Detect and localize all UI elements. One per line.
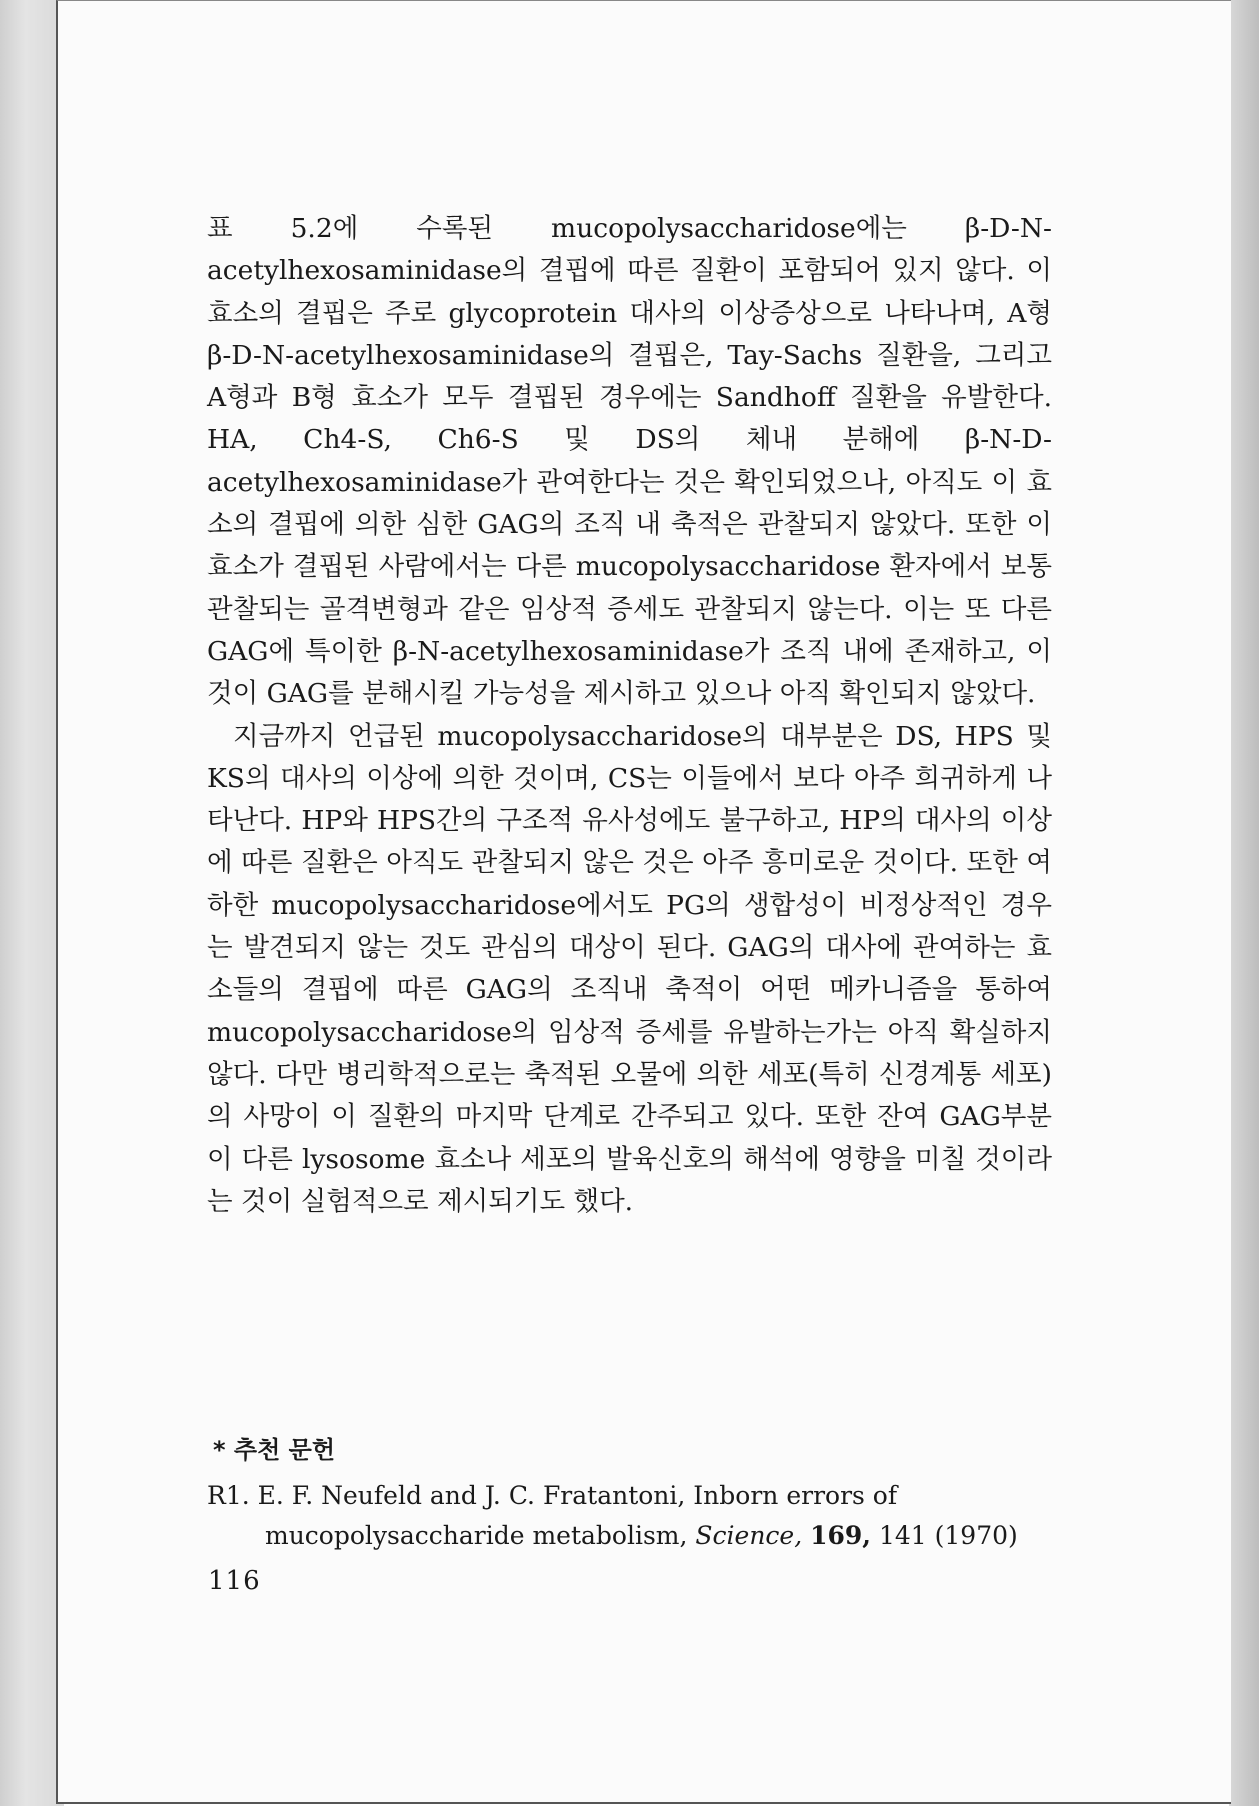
paragraph-2: 지금까지 언급된 mucopolysaccharidose의 대부분은 DS, HPS 및 KS의 대사의 이상에 의한 것이며, CS는 이들에서 보다 아주 희귀하게 나타난다. HP와 HPS간의 구조적 유사성에도 불구하고, HP의 대사의 이상에 따른 질환은 아직도 관찰되지 않은 것은 아주 흥미로운 것이다. 또한 여하한 mucopolysaccharidose에서도 PG의 생합성이 비정상적인 경우는 발견되지 않는 것도 관심의 대상이 된다. GAG의 대사에 관여하는 효소들의 결핍에 따른 GAG의 조직내 축적이 어떤 메카니즘을 통하여 mucopolysaccharidose의 임상적 증세를 유발하는가는 아직 확실하지 않다. 다만 병리학적으로는 축적된 오물에 의한 세포(특히 신경계통 세포)의 사망이 이 질환의 마지막 단계로 간주되고 있다. 또한 잔여 GAG부분이 다른 lysosome 효소나 세포의 발육신호의 해석에 영향을 미칠 것이라는 것이 실험적으로 제시되기도 했다. [207, 720, 1052, 1217]
page-number: 116 [208, 1566, 261, 1596]
reference-pages-year: 141 (1970) [878, 1521, 1018, 1550]
reference-journal: Science, [695, 1521, 803, 1550]
reference-label: R1. [207, 1481, 250, 1510]
paragraph-1: 표 5.2에 수록된 mucopolysaccharidose에는 β-D-N-acetylhexosaminidase의 결핍에 따른 질환이 포함되어 있지 않다. 이 효소의 결핍은 주로 glycoprotein 대사의 이상증상으로 나타나며, A형 β-D-N-acetylhexosaminidase의 결핍은, Tay-Sachs 질환을, 그리고 A형과 B형 효소가 모두 결핍된 경우에는 Sandhoff 질환을 유발한다. HA, Ch4-S, Ch6-S 및 DS의 체내 분해에 β-N-D-acetylhexosaminidase가 관여한다는 것은 확인되었으나, 아직도 이 효소의 결핍에 의한 심한 GAG의 조직 내 축적은 관찰되지 않았다. 또한 이 효소가 결핍된 사람에서는 다른 mucopolysaccharidose 환자에서 보통 관찰되는 골격변형과 같은 임상적 증세도 관찰되지 않는다. 이는 또 다른 GAG에 특이한 β-N-acetylhexosaminidase가 조직 내에 존재하고, 이것이 GAG를 분해시킬 가능성을 제시하고 있으나 아직 확인되지 않았다. [207, 213, 1052, 710]
book-page-edge-right [1229, 0, 1259, 1806]
reference-authors: E. F. Neufeld and J. C. Fratantoni, Inborn errors of mucopolysaccharide metabolism, [257, 1481, 898, 1550]
reference-item [207, 1476, 1067, 1556]
main-text [207, 208, 1052, 1223]
book-page-edge-left [0, 0, 64, 1806]
reference-volume: 169, [810, 1521, 872, 1550]
references-section [207, 1430, 1067, 1556]
references-heading: * 추천 문헌 [213, 1436, 335, 1464]
